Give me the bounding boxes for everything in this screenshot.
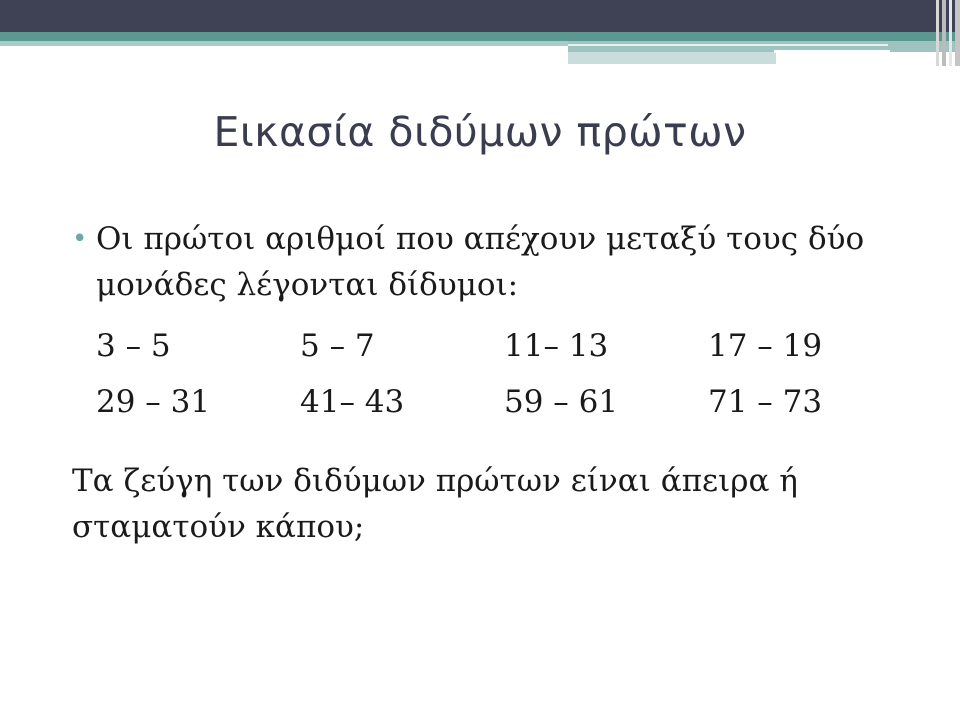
header-band-step	[568, 41, 960, 52]
bullet-item	[72, 216, 912, 308]
twin-pair: 71 – 73	[708, 384, 823, 420]
header-band-step-lower	[568, 52, 776, 64]
header-band-dark	[0, 0, 960, 32]
pairs-row	[96, 318, 912, 374]
twin-pair: 11– 13	[504, 328, 609, 364]
twin-prime-pairs	[96, 318, 912, 430]
header-line-short	[774, 50, 890, 53]
slide-body	[72, 216, 912, 550]
twin-pair: 41– 43	[300, 384, 405, 420]
twin-pair: 59 – 61	[504, 384, 619, 420]
twin-pair: 17 – 19	[708, 328, 823, 364]
slide-title: Εικασία διδύμων πρώτων	[213, 108, 747, 156]
header-band-teal	[0, 32, 960, 41]
corner-stripes	[928, 0, 960, 66]
twin-pair: 5 – 7	[300, 328, 375, 364]
header-line	[568, 44, 888, 46]
twin-pair: 3 – 5	[96, 328, 171, 364]
pairs-row	[96, 374, 912, 430]
twin-pair: 29 – 31	[96, 384, 211, 420]
bullet-text: Οι πρώτοι αριθμοί που απέχουν μεταξύ τους δύο μονάδες λέγονται δίδυμοι:	[96, 221, 865, 303]
header-band-light	[0, 41, 570, 46]
bullet-icon: •	[72, 224, 88, 254]
question-text: Τα ζεύγη των διδύμων πρώτων είναι άπειρα ή σταματούν κάπου;	[72, 463, 798, 545]
